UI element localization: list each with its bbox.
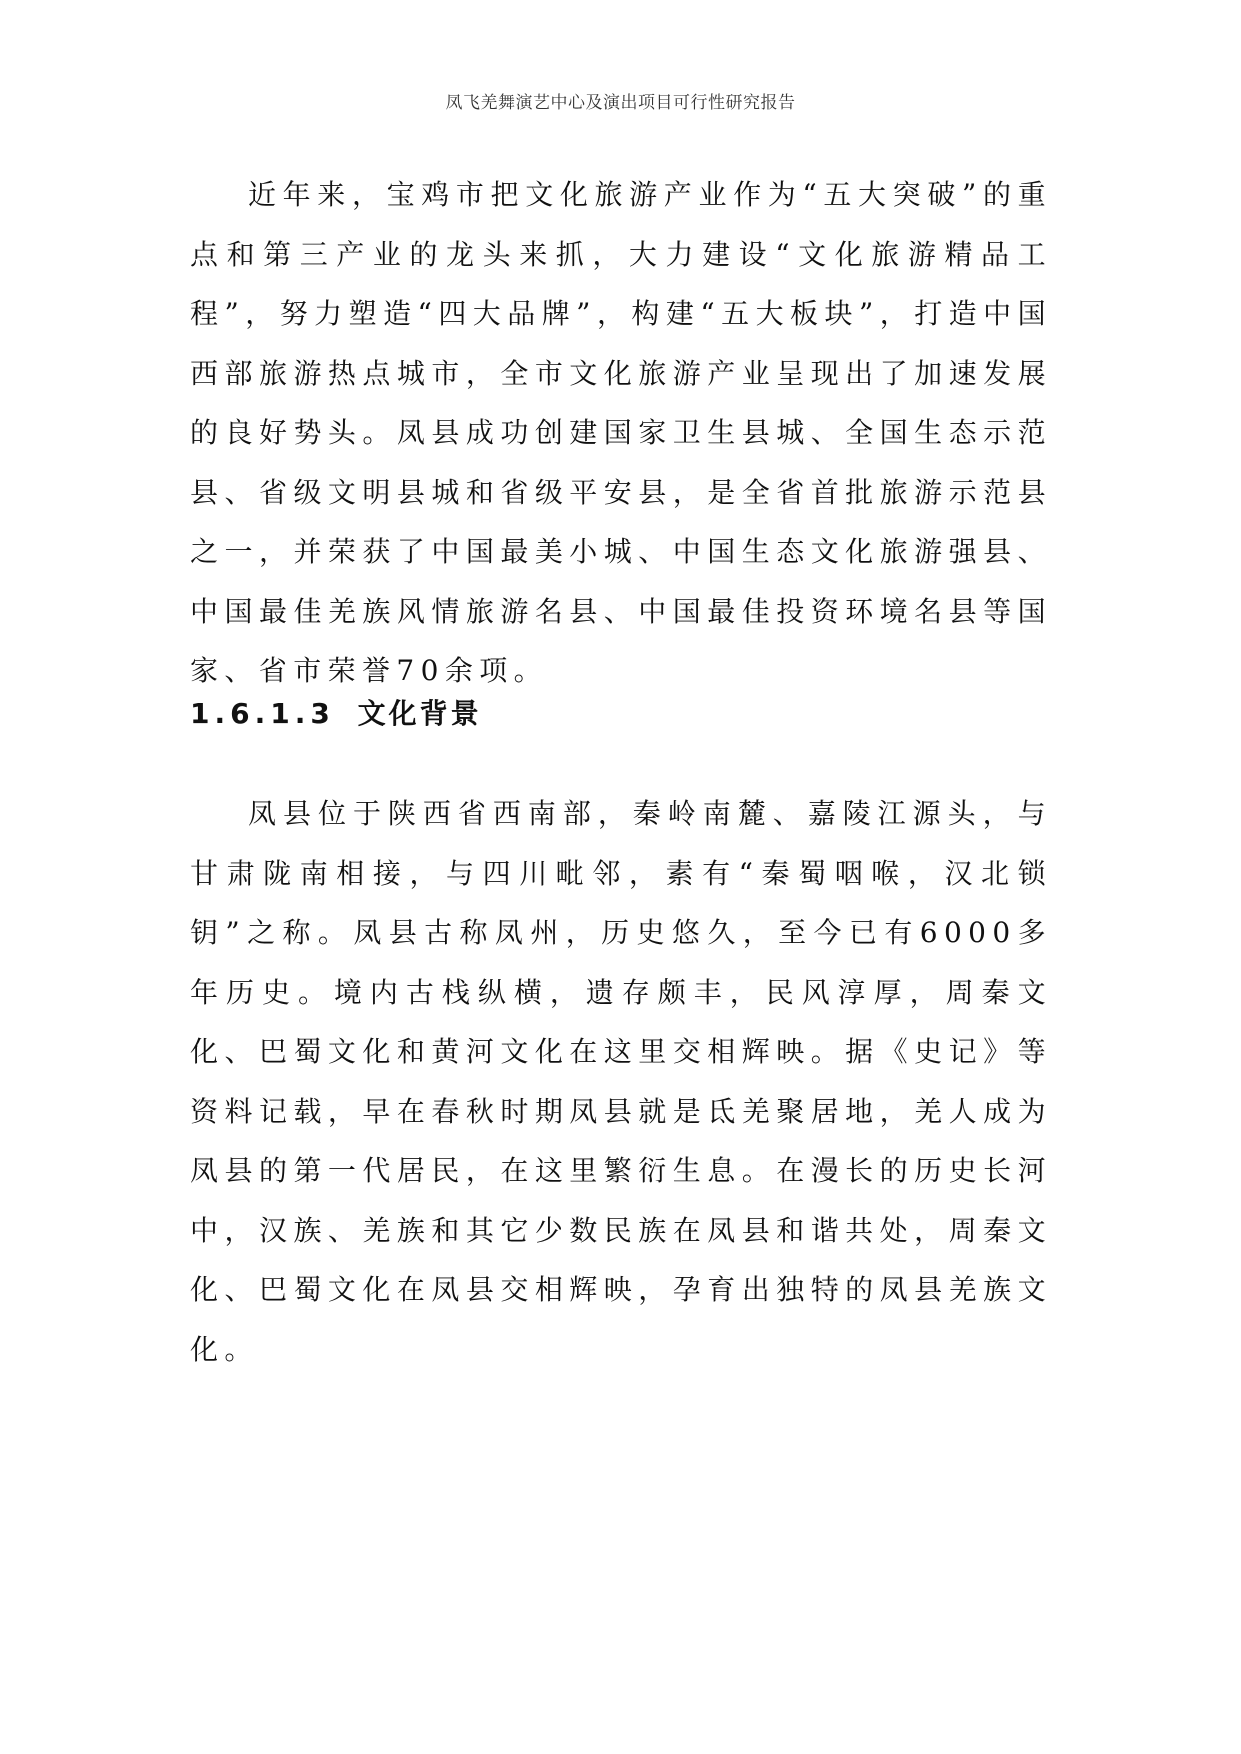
section-number: 1.6.1.3 (190, 697, 335, 730)
section-title: 文化背景 (357, 697, 482, 730)
section-heading (190, 694, 482, 734)
body-paragraph-tourism: 近年来，宝鸡市把文化旅游产业作为“五大突破”的重点和第三产业的龙头来抓，大力建设“文化旅游精品工程”，努力塑造“四大品牌”，构建“五大板块”，打造中国西部旅游热点城市，全市文化旅游产业呈现出了加速发展的良好势头。凤县成功创建国家卫生县城、全国生态示范县、省级文明县城和省级平安县，是全省首批旅游示范县之一，并荣获了中国最美小城、中国生态文化旅游强县、中国最佳羌族风情旅游名县、中国最佳投资环境名县等国家、省市荣誉70余项。 (190, 178, 1052, 687)
running-header: 凤飞羌舞演艺中心及演出项目可行性研究报告 (445, 93, 796, 113)
body-paragraph-culture: 凤县位于陕西省西南部，秦岭南麓、嘉陵江源头，与甘肃陇南相接，与四川毗邻，素有“秦蜀咽喉，汉北锁钥”之称。凤县古称凤州，历史悠久，至今已有6000多年历史。境内古栈纵横，遗存颇丰，民风淳厚，周秦文化、巴蜀文化和黄河文化在这里交相辉映。据《史记》等资料记载，早在春秋时期凤县就是氐羌聚居地，羌人成为凤县的第一代居民，在这里繁衍生息。在漫长的历史长河中，汉族、羌族和其它少数民族在凤县和谐共处，周秦文化、巴蜀文化在凤县交相辉映，孕育出独特的凤县羌族文化。 (190, 797, 1052, 1366)
